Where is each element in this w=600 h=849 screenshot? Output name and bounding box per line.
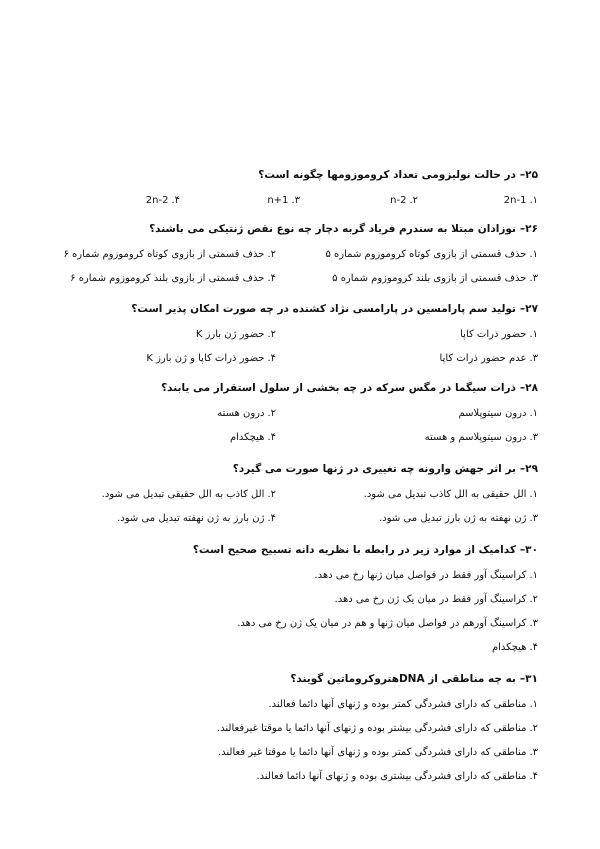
option-number: ۳. <box>529 513 538 524</box>
option-number: ۲. <box>529 723 538 734</box>
option-text: هیچکدام <box>491 642 527 653</box>
option-text: کراسینگ آور فقط در میان یک ژن رخ می دهد. <box>334 594 527 605</box>
option-3[interactable] <box>267 194 300 208</box>
option-number: ۱. <box>529 249 538 260</box>
option-number: ۲. <box>267 249 276 260</box>
option-number: ۱. <box>529 195 538 206</box>
option-2[interactable] <box>217 407 276 421</box>
option-4[interactable] <box>62 641 538 665</box>
option-number: ۲. <box>267 489 276 500</box>
option-text: ژن بارز به ژن نهفته تبدیل می شود. <box>117 513 265 524</box>
question-26 <box>62 222 538 296</box>
question-30 <box>62 543 538 665</box>
option-text: درون سیتوپلاسم و هسته <box>424 432 527 443</box>
question-number: ۲۵– <box>519 169 538 181</box>
question-text: نوزادان مبتلا به سندرم فریاد گربه دچار چه نوع نقص ژنتیکی می باشند؟ <box>149 223 516 235</box>
question-number: ۲۶– <box>519 223 538 235</box>
option-1[interactable] <box>62 698 538 722</box>
question-number: ۲۹– <box>519 463 538 475</box>
option-1[interactable] <box>62 569 538 593</box>
option-2[interactable] <box>390 194 418 208</box>
option-number: ۱. <box>529 329 538 340</box>
option-text: درون سیتوپلاسم <box>458 408 527 419</box>
option-3[interactable] <box>62 746 538 770</box>
option-number: ۱. <box>529 489 538 500</box>
option-number: ۴. <box>267 353 276 364</box>
question-title <box>62 168 538 182</box>
question-title <box>62 543 538 557</box>
option-1[interactable] <box>326 248 539 262</box>
option-text: عدم حضور ذرات کاپا <box>439 353 527 364</box>
option-number: ۲. <box>409 195 418 206</box>
option-4[interactable] <box>146 194 180 208</box>
option-number: ۳. <box>529 618 538 629</box>
option-4[interactable] <box>146 352 276 366</box>
option-number: ۳. <box>529 273 538 284</box>
option-text: کراسینگ آورهم در فواصل میان ژنها و هم در میان یک ژن رخ می دهد. <box>237 618 527 629</box>
question-number: ۳۱– <box>519 673 538 685</box>
option-2[interactable] <box>102 488 276 502</box>
option-3[interactable] <box>425 431 538 445</box>
question-27 <box>62 302 538 376</box>
question-text: تولید سم پارامسین در پارامسی نژاد کشنده در چه صورت امکان پذیر است؟ <box>131 303 516 315</box>
option-text: حضور ژن بارز K <box>195 329 265 340</box>
option-1[interactable] <box>458 407 538 421</box>
option-text: حضور ذرات کاپا <box>460 329 527 340</box>
option-number: ۴. <box>267 273 276 284</box>
option-number: ۱. <box>529 408 538 419</box>
question-28 <box>62 381 538 455</box>
option-2[interactable] <box>196 328 276 342</box>
option-text: مناطقی که دارای فشردگی بیشتر بوده و ژنهای آنها دائما یا موقتا غیرفعالند. <box>216 723 527 734</box>
question-number: ۲۸– <box>519 382 538 394</box>
option-number: ۴. <box>171 195 180 206</box>
option-number: ۲. <box>529 594 538 605</box>
option-4[interactable] <box>62 770 538 794</box>
question-number: ۲۷– <box>519 303 538 315</box>
option-number: ۲. <box>267 329 276 340</box>
option-text: الل کاذب به الل حقیقی تبدیل می شود. <box>101 489 265 500</box>
option-text: n-2 <box>390 195 407 206</box>
option-4[interactable] <box>70 272 276 286</box>
option-text: هیچکدام <box>229 432 265 443</box>
option-3[interactable] <box>62 617 538 641</box>
question-text: بر اثر جهش وارونه چه تغییری در ژنها صورت می گیرد؟ <box>232 463 516 475</box>
option-number: ۴. <box>267 513 276 524</box>
question-title <box>62 462 538 476</box>
option-text: ژن نهفته به ژن بارز تبدیل می شود. <box>379 513 527 524</box>
option-text: حذف قسمتی از بازوی بلند کروموزوم شماره ۵ <box>332 273 527 284</box>
question-number: ۳۰– <box>519 544 538 556</box>
option-number: ۳. <box>529 353 538 364</box>
option-4[interactable] <box>117 512 276 526</box>
option-3[interactable] <box>379 512 538 526</box>
option-text: کراسینگ آور فقط در فواصل میان ژنها رخ می دهد. <box>314 570 527 581</box>
option-number: ۴. <box>529 771 538 782</box>
option-number: ۱. <box>529 699 538 710</box>
question-text: کدامیک از موارد زیر در رابطه با نظریه دانه تسبیح صحیح است؟ <box>192 544 516 556</box>
option-text: مناطقی که دارای فشردگی کمتر بوده و ژنهای آنها دائما فعالند. <box>268 699 527 710</box>
option-number: ۲. <box>267 408 276 419</box>
option-2[interactable] <box>62 722 538 746</box>
option-number: ۳. <box>291 195 300 206</box>
option-text: حضور ذرات کاپا و ژن بارز K <box>146 353 265 364</box>
option-text: درون هسته <box>217 408 265 419</box>
option-text: حذف قسمتی از بازوی کوتاه کروموزوم شماره ۵ <box>325 249 527 260</box>
option-4[interactable] <box>230 431 276 445</box>
question-31 <box>62 672 538 794</box>
question-title <box>62 302 538 316</box>
option-text: مناطقی که دارای فشردگی بیشتری بوده و ژنهای آنها دائما فعالند. <box>256 771 527 782</box>
option-number: ۳. <box>529 747 538 758</box>
question-text: ذرات سیگما در مگس سرکه در چه بخشی از سلول استقرار می یابند؟ <box>161 382 516 394</box>
option-number: ۳. <box>529 432 538 443</box>
option-text: حذف قسمتی از بازوی بلند کروموزوم شماره ۶ <box>70 273 265 284</box>
option-1[interactable] <box>460 328 538 342</box>
option-text: حذف قسمتی از بازوی کوتاه کروموزوم شماره ۶ <box>63 249 265 260</box>
question-title <box>62 222 538 236</box>
option-3[interactable] <box>440 352 538 366</box>
option-2[interactable] <box>62 593 538 617</box>
option-text: 2n-2 <box>145 195 169 206</box>
option-2[interactable] <box>64 248 277 262</box>
option-number: ۴. <box>529 642 538 653</box>
option-text: n+1 <box>267 195 289 206</box>
option-text: مناطقی که دارای فشردگی کمتر بوده و ژنهای آنها دائما یا موقتا غیر فعالند. <box>217 747 527 758</box>
question-text: در حالت نولیزومی تعداد کروموزومها چگونه است؟ <box>258 169 516 181</box>
option-1[interactable] <box>504 194 538 208</box>
question-title <box>62 672 538 686</box>
question-title <box>62 381 538 395</box>
option-3[interactable] <box>332 272 538 286</box>
option-1[interactable] <box>364 488 538 502</box>
option-number: ۴. <box>267 432 276 443</box>
question-text: به چه مناطقی از DNAهتروکروماتین گویند؟ <box>290 673 516 685</box>
question-29 <box>62 462 538 536</box>
option-text: الل حقیقی به الل کاذب تبدیل می شود. <box>363 489 527 500</box>
question-25 <box>62 168 538 218</box>
option-text: 2n-1 <box>503 195 527 206</box>
option-number: ۱. <box>529 570 538 581</box>
